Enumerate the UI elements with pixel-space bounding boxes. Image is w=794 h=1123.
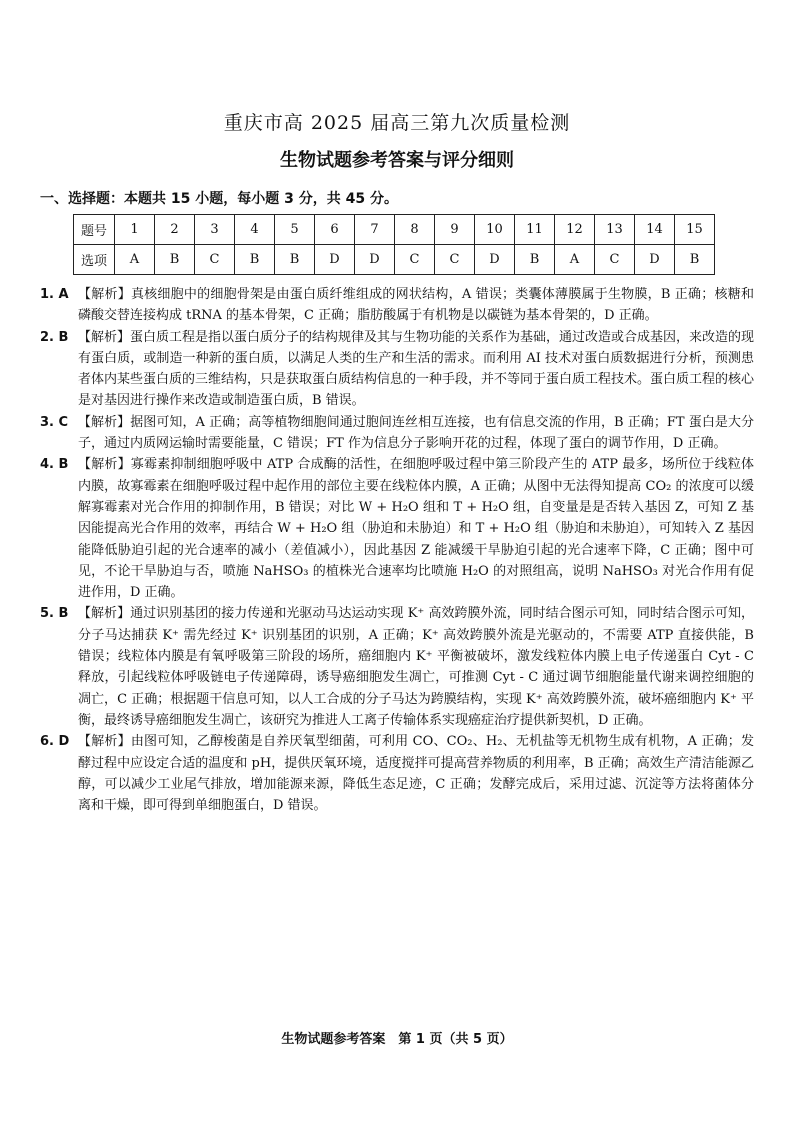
answer-choice: B (275, 245, 315, 275)
question-number: 4 (235, 215, 275, 245)
explanation-item-5 (40, 603, 754, 731)
answer-choice: D (355, 245, 395, 275)
explanation-item-2 (40, 327, 754, 412)
question-number: 7 (355, 215, 395, 245)
item-label: 4. B (40, 457, 69, 473)
answer-choice: B (675, 245, 715, 275)
item-explanation: 【解析】寡霉素抑制细胞呼吸中 ATP 合成酶的活性，在细胞呼吸过程中第三阶段产生的 ATP 最多，场所位于线粒体内膜，故寡霉素在细胞呼吸过程中起作用的部位主要在线粒体内膜，A 正确；从图中无法得知提高 CO₂ 的浓度可以缓解寡霉素对光合作用的抑制作用，B 错误；对比 W + H₂O 组和 T + H₂O 组，自变量是是否转入基因 Z，可知 Z 基因能提高光合作用的效率，再结合 W + H₂O 组（胁迫和未胁迫）和 T + H₂O 组（胁迫和未胁迫），可知转入 Z 基因能降低胁迫引起的光合速率的减小（差值减小），因此基因 Z 能减缓干旱胁迫引起的光合速率下降，C 正确；图中可见，不论干旱胁迫与否，喷施 NaHSO₃ 的植株光合速率均比喷施 H₂O 的对照组高，说明 NaHSO₃ 对光合作用有促进作用，D 正确。 (78, 457, 754, 601)
answer-choice: B (235, 245, 275, 275)
answer-choice: C (395, 245, 435, 275)
question-number: 6 (315, 215, 355, 245)
answer-choice: C (195, 245, 235, 275)
page-footer: 生物试题参考答案 第 1 页（共 5 页） (281, 1032, 513, 1047)
row-label-answer-choice: 选项 (74, 245, 115, 275)
question-number: 14 (635, 215, 675, 245)
explanation-item-3 (40, 412, 754, 455)
page-title: 重庆市高 2025 届高三第九次质量检测 (223, 112, 571, 134)
item-label: 2. B (40, 329, 69, 345)
answer-choice: C (595, 245, 635, 275)
answer-choice: B (155, 245, 195, 275)
answer-choice: D (475, 245, 515, 275)
explanation-item-1 (40, 284, 754, 327)
question-number: 3 (195, 215, 235, 245)
row-label-question-number: 题号 (74, 215, 115, 245)
answer-choice: D (635, 245, 675, 275)
item-explanation: 【解析】蛋白质工程是指以蛋白质分子的结构规律及其与生物功能的关系作为基础，通过改造或合成基因，来改造的现有蛋白质，或制造一种新的蛋白质，以满足人类的生产和生活的需求。而利用 AI 技术对蛋白质数据进行分析，预测患者体内某些蛋白质的三维结构，只是获取蛋白质结构信息的一种手段，并不等同于蛋白质工程技术。蛋白质工程的核心是对基因进行操作来改造或制造蛋白质，B 错误。 (78, 329, 755, 409)
question-number: 5 (275, 215, 315, 245)
explanation-item-4 (40, 454, 754, 603)
section-heading: 一、选择题：本题共 15 小题，每小题 3 分，共 45 分。 (40, 191, 398, 207)
item-label: 5. B (40, 606, 69, 622)
question-number: 13 (595, 215, 635, 245)
item-explanation: 【解析】由图可知，乙醇梭菌是自养厌氧型细菌，可利用 CO、CO₂、H₂、无机盐等无机物生成有机物，A 正确；发酵过程中应设定合适的温度和 pH，提供厌氧环境，适度搅拌可提高营养物质的利用率，B 正确；高效生产清洁能源乙醇，可以减少工业尾气排放，增加能源来源，降低生态足迹，C 正确；发酵完成后，采用过滤、沉淀等方法将菌体分离和干燥，即可得到单细胞蛋白，D 错误。 (78, 734, 754, 814)
page-subtitle: 生物试题参考答案与评分细则 (280, 150, 514, 171)
explanation-list (40, 284, 754, 816)
question-number-row (74, 215, 715, 245)
question-number: 12 (555, 215, 595, 245)
item-explanation: 【解析】通过识别基团的接力传递和光驱动马达运动实现 K⁺ 高效跨膜外流，同时结合图示可知，同时结合图示可知，分子马达捕获 K⁺ 需先经过 K⁺ 识别基团的识别，A 正确；K⁺ 高效跨膜外流是光驱动的，不需要 ATP 直接供能，B 错误；线粒体内膜是有氧呼吸第三阶段的场所，癌细胞内 K⁺ 平衡被破坏，激发线粒体内膜上电子传递蛋白 Cyt - C 释放，引起线粒体呼吸链电子传递障碍，诱导癌细胞发生凋亡，可推测 Cyt - C 通过调节细胞能量代谢来调控细胞的凋亡，C 正确；根据题干信息可知，以人工合成的分子马达为跨膜结构，实现 K⁺ 高效跨膜外流，破坏癌细胞内 K⁺ 平衡，最终诱导癌细胞发生凋亡，该研究为推进人工离子传输体系实现癌症治疗提供新契机，D 正确。 (78, 606, 754, 728)
question-number: 9 (435, 215, 475, 245)
item-label: 1. A (40, 287, 69, 302)
answer-choice-row (74, 245, 715, 275)
question-number: 8 (395, 215, 435, 245)
answer-key-table (73, 214, 715, 275)
answer-choice: C (435, 245, 475, 275)
question-number: 11 (515, 215, 555, 245)
item-explanation: 【解析】真核细胞中的细胞骨架是由蛋白质纤维组成的网状结构，A 错误；类囊体薄膜属于生物膜，B 正确；核糖和磷酸交替连接构成 tRNA 的基本骨架，C 正确；脂肪酸属于有机物是以碳链为基本骨架的，D 正确。 (78, 287, 754, 324)
answer-choice: A (115, 245, 155, 275)
item-label: 6. D (40, 734, 70, 750)
answer-choice: D (315, 245, 355, 275)
question-number: 2 (155, 215, 195, 245)
item-label: 3. C (40, 414, 69, 430)
explanation-item-6 (40, 731, 754, 816)
answer-choice: A (555, 245, 595, 275)
question-number: 15 (675, 215, 715, 245)
answer-choice: B (515, 245, 555, 275)
question-number: 10 (475, 215, 515, 245)
question-number: 1 (115, 215, 155, 245)
item-explanation: 【解析】据图可知，A 正确；高等植物细胞间通过胞间连丝相互连接，也有信息交流的作用，B 正确；FT 蛋白是大分子，通过内质网运输时需要能量，C 错误；FT 作为信息分子影响开花的过程，体现了蛋白的调节作用，D 正确。 (78, 414, 754, 452)
